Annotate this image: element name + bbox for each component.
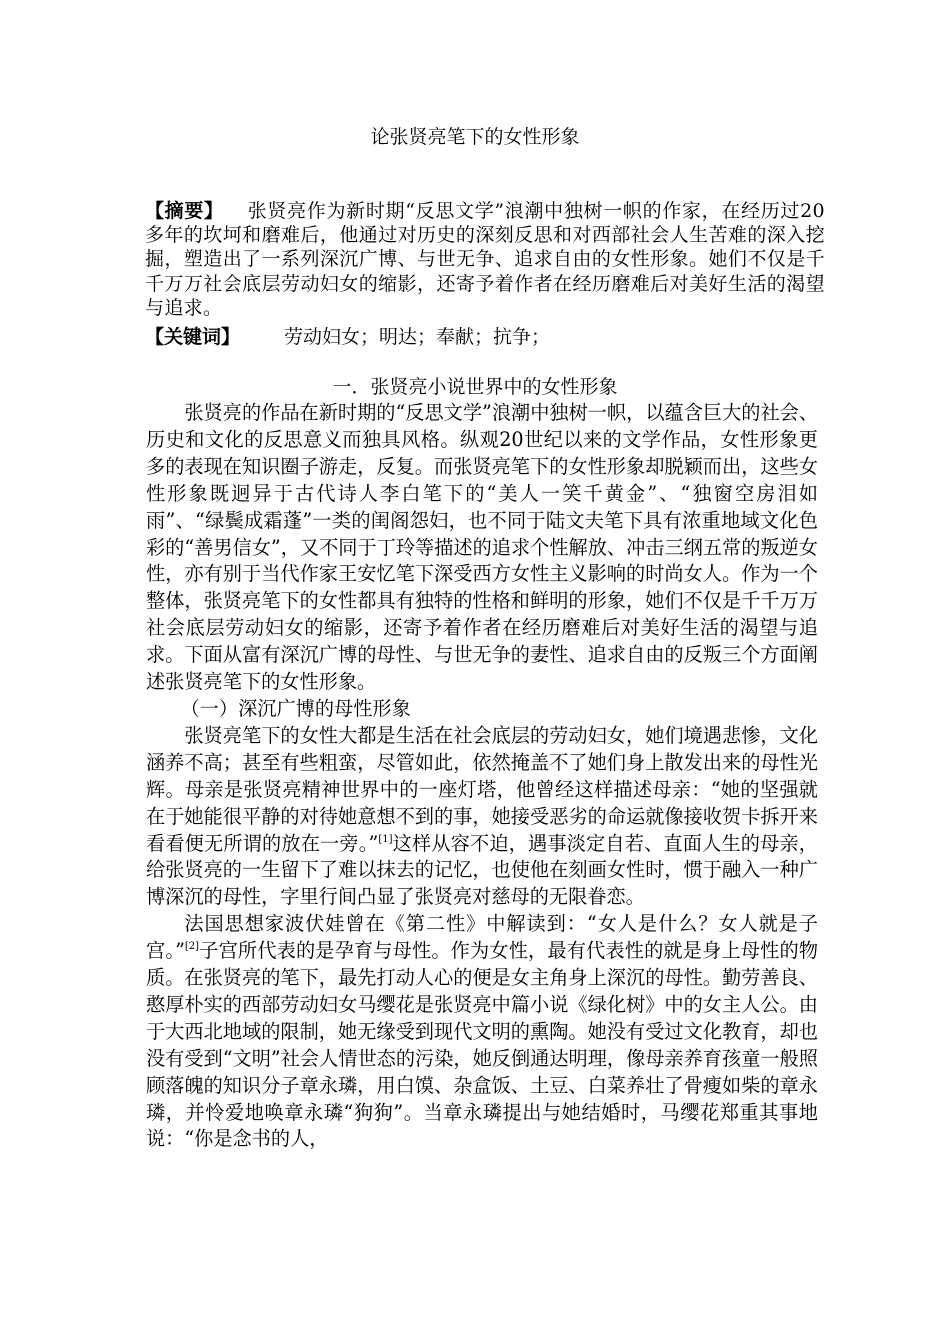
document-title: 论张贤亮笔下的女性形象 <box>370 126 580 148</box>
abstract-label: 【摘要】 <box>145 200 224 222</box>
subsection-heading: （一）深沉广博的母性形象 <box>180 696 411 720</box>
citation-2: [2] <box>184 941 200 953</box>
paragraph-2-text-b: 这样从容不迫，遇事淡定自若、直面人生的母亲，给张贤亮的一生留下了难以抹去的记忆，也使他在刻画女性时，惯于融入一种广博深沉的母性，字里行间凸显了张贤亮对慈母的无限眷恋。 <box>146 831 818 909</box>
citation-1: [1] <box>378 833 393 845</box>
keywords <box>145 324 825 350</box>
paragraph-3 <box>146 911 818 1153</box>
abstract-text: 张贤亮作为新时期“反思文学”浪潮中独树一帜的作家，在经历过20多年的坎坷和磨难后，他通过对历史的深刻反思和对西部社会人生苦难的深入挖掘，塑造出了一系列深沉广博、与世无争、追求自由的女性形象。她们不仅是千千万万社会底层劳动妇女的缩影，还寄予着作者在经历磨难后对美好生活的渴望与追求。 <box>145 200 825 319</box>
body-text <box>146 400 818 1153</box>
abstract <box>145 199 825 320</box>
section-heading: 一．张贤亮小说世界中的女性形象 <box>332 376 618 398</box>
paragraph-2-text-a: 张贤亮笔下的女性大都是生活在社会底层的劳动妇女，她们境遇悲惨，文化涵养不高；甚至有些粗蛮，尽管如此，依然掩盖不了她们身上散发出来的母性光辉。母亲是张贤亮精神世界中的一座灯塔，他曾经这样描述母亲：“她的坚强就在于她能很平静的对待她意想不到的事，她接受恶劣的命运就像接收贺卡拆开来看看便无所谓的放在一旁。” <box>146 723 818 855</box>
paragraph-2 <box>146 723 818 911</box>
paragraph-3-text-b: 子宫所代表的是孕育与母性。作为女性，最有代表性的就是身上母性的物质。在张贤亮的笔下，最先打动人心的便是女主角身上深沉的母性。勤劳善良、憨厚朴实的西部劳动妇女马缨花是张贤亮中篇小说《绿化树》中的女主人公。由于大西北地域的限制，她无缘受到现代文明的熏陶。她没有受过文化教育，却也没有受到“文明”社会人情世态的污染，她反倒通达明理，像母亲养育孩童一般照顾落魄的知识分子章永璘，用白馍、杂盒饭、土豆、白菜养壮了骨瘦如柴的章永璘，并怜爱地唤章永璘“狗狗”。当章永璘提出与她结婚时，马缨花郑重其事地说：“你是念书的人， <box>146 939 819 1151</box>
paragraph-3-text-a: 法国思想家波伏娃曾在《第二性》中解读到：“女人是什么？女人就是子宫。” <box>146 912 818 963</box>
paragraph-1: 张贤亮的作品在新时期的“反思文学”浪潮中独树一帜，以蕴含巨大的社会、历史和文化的反思意义而独具风格。纵观20世纪以来的文学作品，女性形象更多的表现在知识圈子游走，反复。而张贤亮笔下的女性形象却脱颖而出，这些女性形象既迥异于古代诗人李白笔下的“美人一笑千黄金”、“独窗空房泪如雨”、“绿鬓成霜蓬”一类的闺阁怨妇，也不同于陆文夫笔下具有浓重地域文化色彩的“善男信女”，又不同于丁玲等描述的追求个性解放、冲击三纲五常的叛逆女性，亦有别于当代作家王安忆笔下深受西方女性主义影响的时尚女人。作为一个整体，张贤亮笔下的女性都具有独特的性格和鲜明的形象，她们不仅是千千万万社会底层劳动妇女的缩影，还寄予着作者在经历磨难后对美好生活的渴望与追求。下面从富有深沉广博的母性、与世无争的妻性、追求自由的反叛三个方面阐述张贤亮笔下的女性形象。 <box>146 401 819 694</box>
keywords-text: 劳动妇女；明达；奉献；抗争； <box>284 326 551 348</box>
keywords-label: 【关键词】 <box>145 326 241 348</box>
